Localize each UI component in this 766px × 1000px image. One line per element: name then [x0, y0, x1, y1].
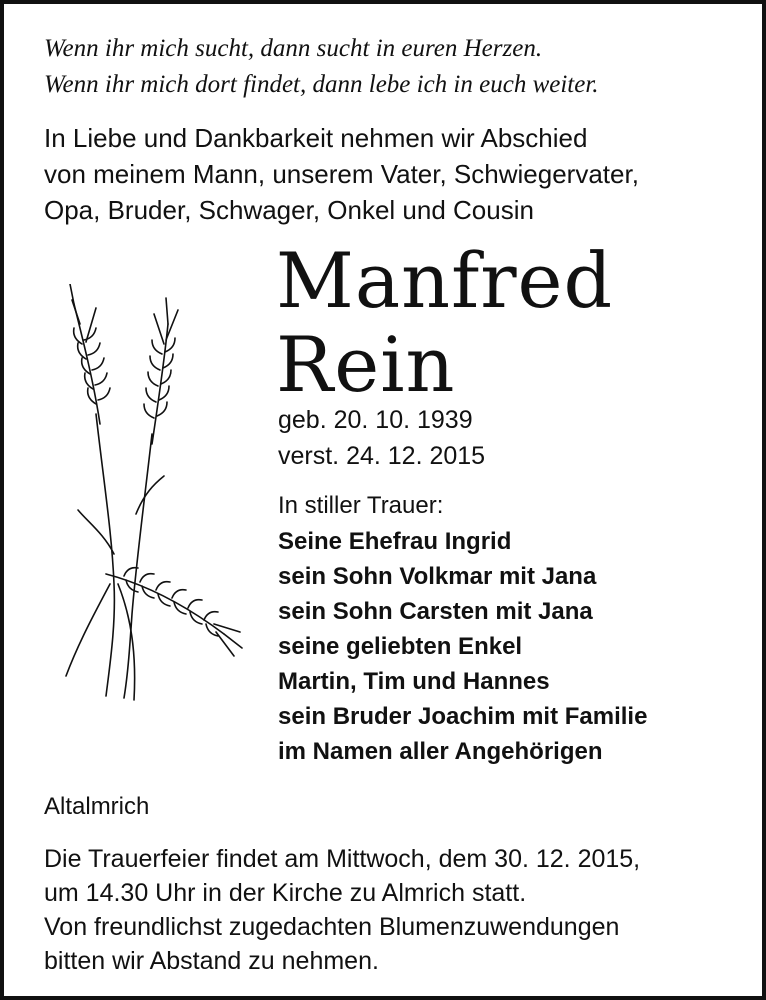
motto-line-2: Wenn ihr mich dort findet, dann lebe ich in euch weiter. [44, 71, 599, 98]
mourner-line: sein Bruder Joachim mit Familie [278, 703, 648, 730]
mourner-line: im Namen aller Angehörigen [278, 738, 603, 765]
mourner-line: Martin, Tim und Hannes [278, 668, 550, 695]
death-date: verst. 24. 12. 2015 [278, 442, 486, 470]
birth-date: geb. 20. 10. 1939 [278, 406, 473, 434]
intro-line-1: In Liebe und Dankbarkeit nehmen wir Abschied [44, 123, 588, 153]
motto-line-1: Wenn ihr mich sucht, dann sucht in euren Herzen. [44, 35, 543, 62]
service-line-1: Die Trauerfeier findet am Mittwoch, dem 30. 12. 2015, [44, 845, 641, 873]
deceased-last-name: Rein [276, 320, 456, 409]
service-line-3: Von freundlichst zugedachten Blumenzuwendungen [44, 913, 620, 941]
mourner-line: sein Sohn Carsten mit Jana [278, 598, 593, 625]
mourner-line: sein Sohn Volkmar mit Jana [278, 563, 597, 590]
wheat-ears-icon [44, 284, 244, 704]
service-line-4: bitten wir Abstand zu nehmen. [44, 947, 379, 975]
mourner-line: Seine Ehefrau Ingrid [278, 528, 512, 555]
intro-line-2: von meinem Mann, unserem Vater, Schwiegervater, [44, 159, 639, 189]
mourners-heading: In stiller Trauer: [278, 492, 444, 519]
deceased-first-name: Manfred [276, 236, 614, 325]
service-line-2: um 14.30 Uhr in der Kirche zu Almrich statt. [44, 879, 527, 907]
mourner-line: seine geliebten Enkel [278, 633, 523, 660]
intro-line-3: Opa, Bruder, Schwager, Onkel und Cousin [44, 195, 534, 225]
place-name: Altalmrich [44, 793, 150, 820]
